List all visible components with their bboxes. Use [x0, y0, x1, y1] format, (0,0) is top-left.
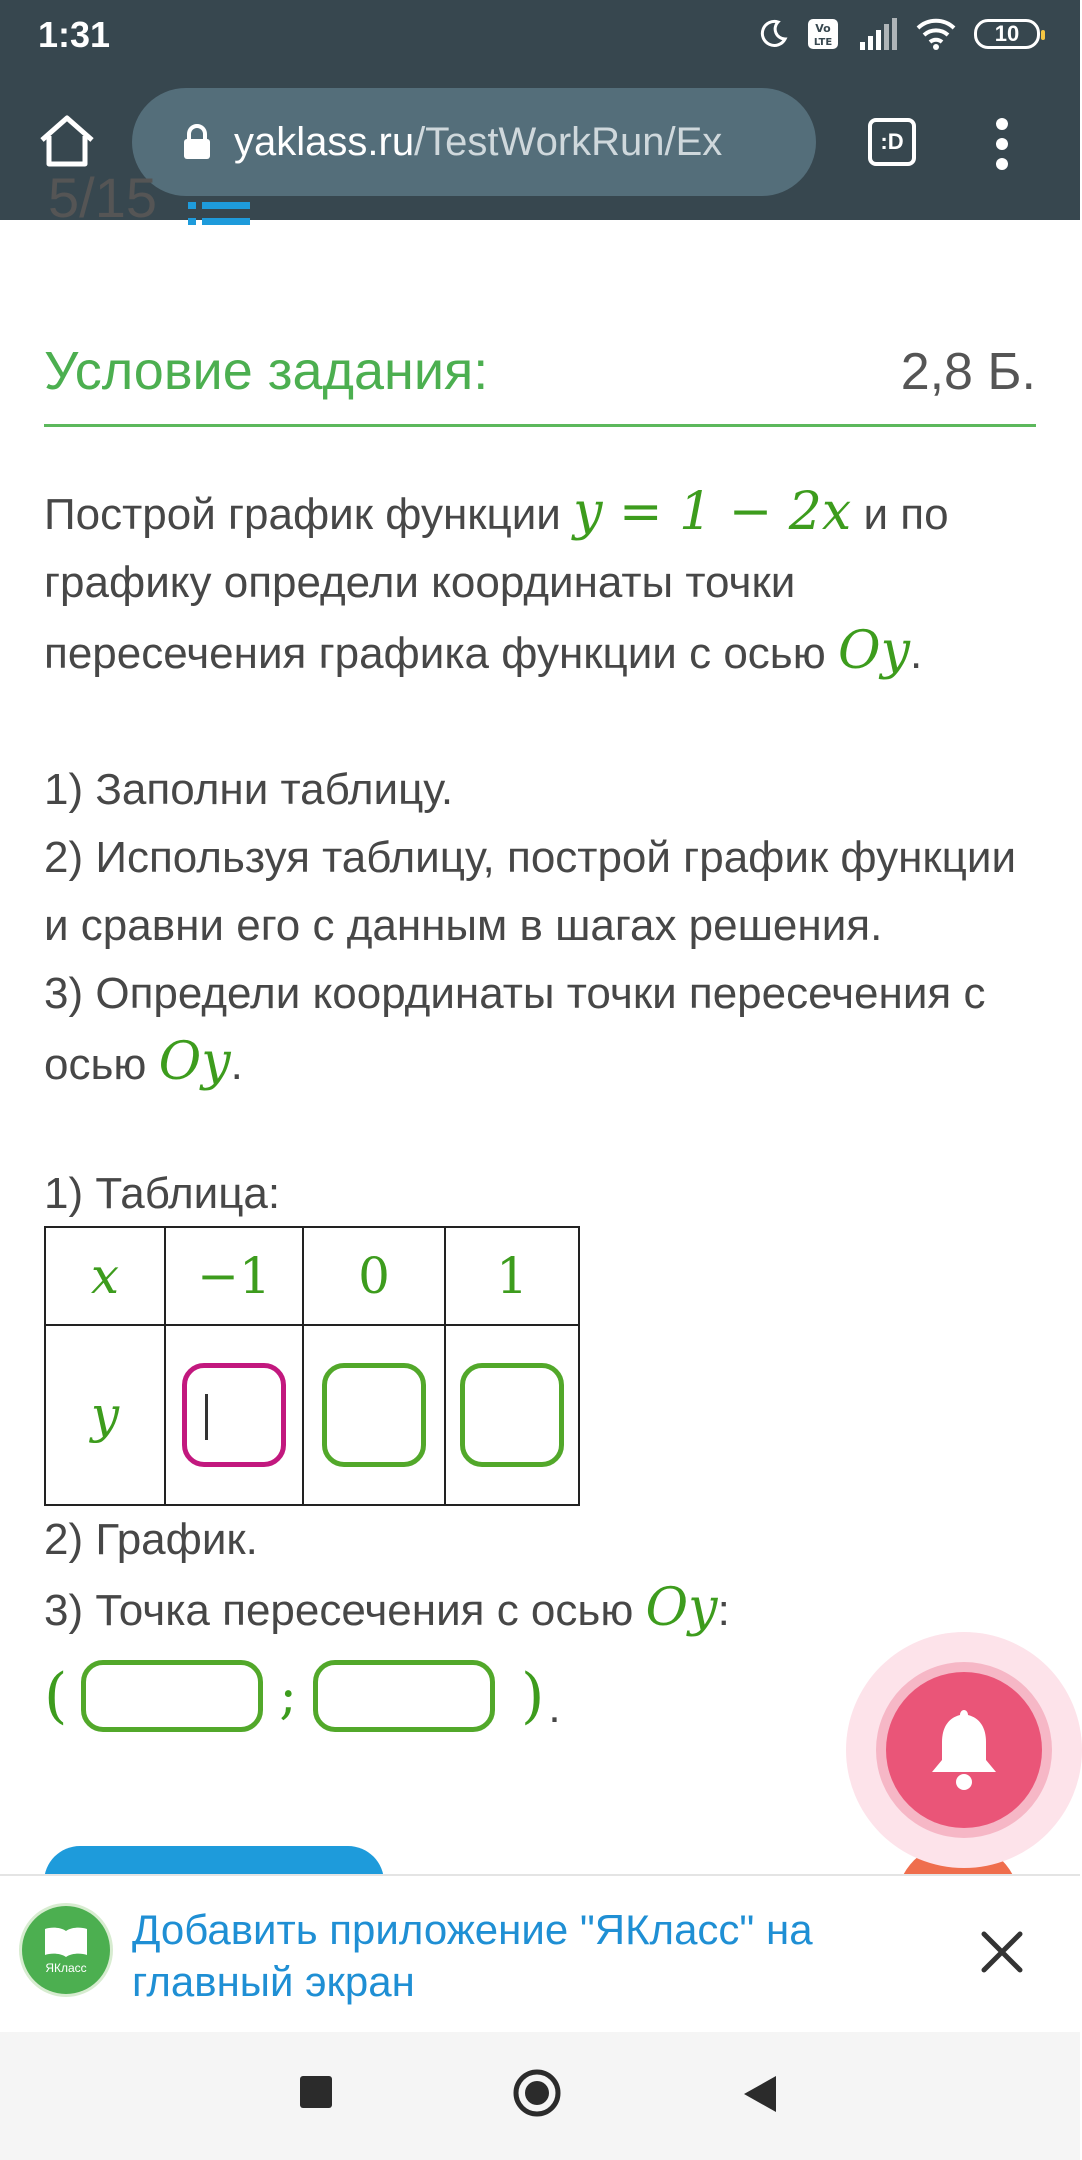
intersection-colon: :	[717, 1586, 730, 1635]
signal-icon	[858, 18, 898, 50]
svg-text:LTE: LTE	[813, 37, 833, 48]
text-caret	[205, 1394, 208, 1440]
graph-label: 2) График.	[44, 1515, 258, 1564]
y-input-cell	[303, 1325, 445, 1505]
y-input-3[interactable]	[460, 1363, 564, 1467]
system-nav-bar	[0, 2032, 1080, 2160]
semicolon: ;	[279, 1666, 297, 1726]
table-title: 1) Таблица:	[44, 1169, 281, 1218]
url-path: /TestWorkRun/Ex	[414, 119, 723, 164]
url-text	[234, 120, 722, 165]
add-to-home-text[interactable]: Добавить приложение "ЯКласс" на главный экран	[132, 1906, 813, 2005]
question-counter: 5/15	[48, 166, 157, 229]
x-value-cell	[165, 1227, 303, 1325]
end-dot: .	[548, 1683, 561, 1732]
recents-icon[interactable]	[298, 2074, 334, 2110]
close-paren: )	[520, 1661, 545, 1731]
task-text-end: .	[909, 629, 923, 678]
open-paren: (	[44, 1661, 68, 1731]
notifications-button[interactable]	[886, 1672, 1042, 1828]
tabs-label: :D	[880, 129, 904, 154]
volte-icon	[806, 17, 840, 51]
intersection-label: 3) Точка пересечения с осью	[44, 1586, 646, 1635]
logo-text: ЯКласс	[45, 1961, 87, 1975]
y-input-1[interactable]	[182, 1363, 286, 1467]
question-counter-row	[48, 166, 308, 244]
step3-end: .	[230, 1040, 243, 1089]
task-step-2: 2) Используя таблицу, построй график функции и сравни его с данным в шагах решения.	[44, 833, 1017, 950]
battery-level: 10	[994, 21, 1020, 46]
close-icon[interactable]	[978, 1928, 1026, 1976]
values-table	[44, 1226, 580, 1506]
browser-toolbar	[0, 0, 1080, 220]
tabs-button[interactable]	[868, 118, 916, 166]
x-label: x	[90, 1247, 120, 1305]
moon-icon	[758, 19, 788, 49]
task-text-start: Построй график функции	[44, 490, 574, 539]
x-value: 0	[358, 1247, 390, 1305]
points-value: 2,8 Б.	[900, 343, 1036, 401]
x-value: −1	[197, 1247, 271, 1305]
intersection-coordinates	[44, 1656, 561, 1736]
coord-y-input[interactable]	[313, 1660, 495, 1732]
task-text-mid: и по графику определи координаты точки пересечения графика функции с осью	[44, 490, 949, 678]
y-label: y	[90, 1386, 120, 1444]
bell-icon	[924, 1706, 1004, 1794]
x-value-cell	[303, 1227, 445, 1325]
y-header-cell	[45, 1325, 165, 1505]
task-step-3-text: 3) Определи координаты точки пересечения с осью	[44, 969, 986, 1089]
add-to-home-banner[interactable]	[0, 1874, 1080, 2034]
status-icons	[758, 14, 1040, 54]
status-time: 1:31	[38, 14, 111, 55]
intersection-prompt	[44, 1574, 1044, 1645]
divider	[44, 424, 1036, 427]
battery-icon	[974, 19, 1040, 49]
y-input-2[interactable]	[322, 1363, 426, 1467]
section-title: Условие задания:	[44, 341, 489, 401]
book-icon	[43, 1925, 89, 1959]
x-value: 1	[496, 1247, 528, 1305]
home-icon[interactable]	[36, 110, 98, 172]
overflow-menu-icon[interactable]	[990, 116, 1014, 172]
intersection-axis: Oy	[645, 1578, 718, 1638]
coord-x-input[interactable]	[81, 1660, 263, 1732]
axis-name: Oy	[837, 621, 910, 681]
svg-text:Vo: Vo	[815, 22, 831, 35]
url-host: yaklass.ru	[234, 119, 415, 164]
address-bar[interactable]	[132, 88, 816, 196]
lock-icon	[182, 123, 212, 161]
y-input-cell	[445, 1325, 579, 1505]
task-steps	[44, 756, 1044, 1099]
wifi-icon	[916, 18, 956, 50]
x-value-cell	[445, 1227, 579, 1325]
function-formula: y = 1 − 2x	[573, 482, 852, 542]
yaklass-logo	[22, 1906, 110, 1994]
y-input-cell	[165, 1325, 303, 1505]
home-nav-icon[interactable]	[512, 2068, 562, 2118]
task-description	[44, 478, 1044, 688]
step3-axis-name: Oy	[158, 1032, 231, 1092]
task-step-3	[44, 960, 1044, 1099]
question-list-icon[interactable]	[188, 198, 252, 238]
task-step-1: 1) Заполни таблицу.	[44, 765, 454, 814]
x-header-cell	[45, 1227, 165, 1325]
back-icon[interactable]	[742, 2074, 778, 2114]
